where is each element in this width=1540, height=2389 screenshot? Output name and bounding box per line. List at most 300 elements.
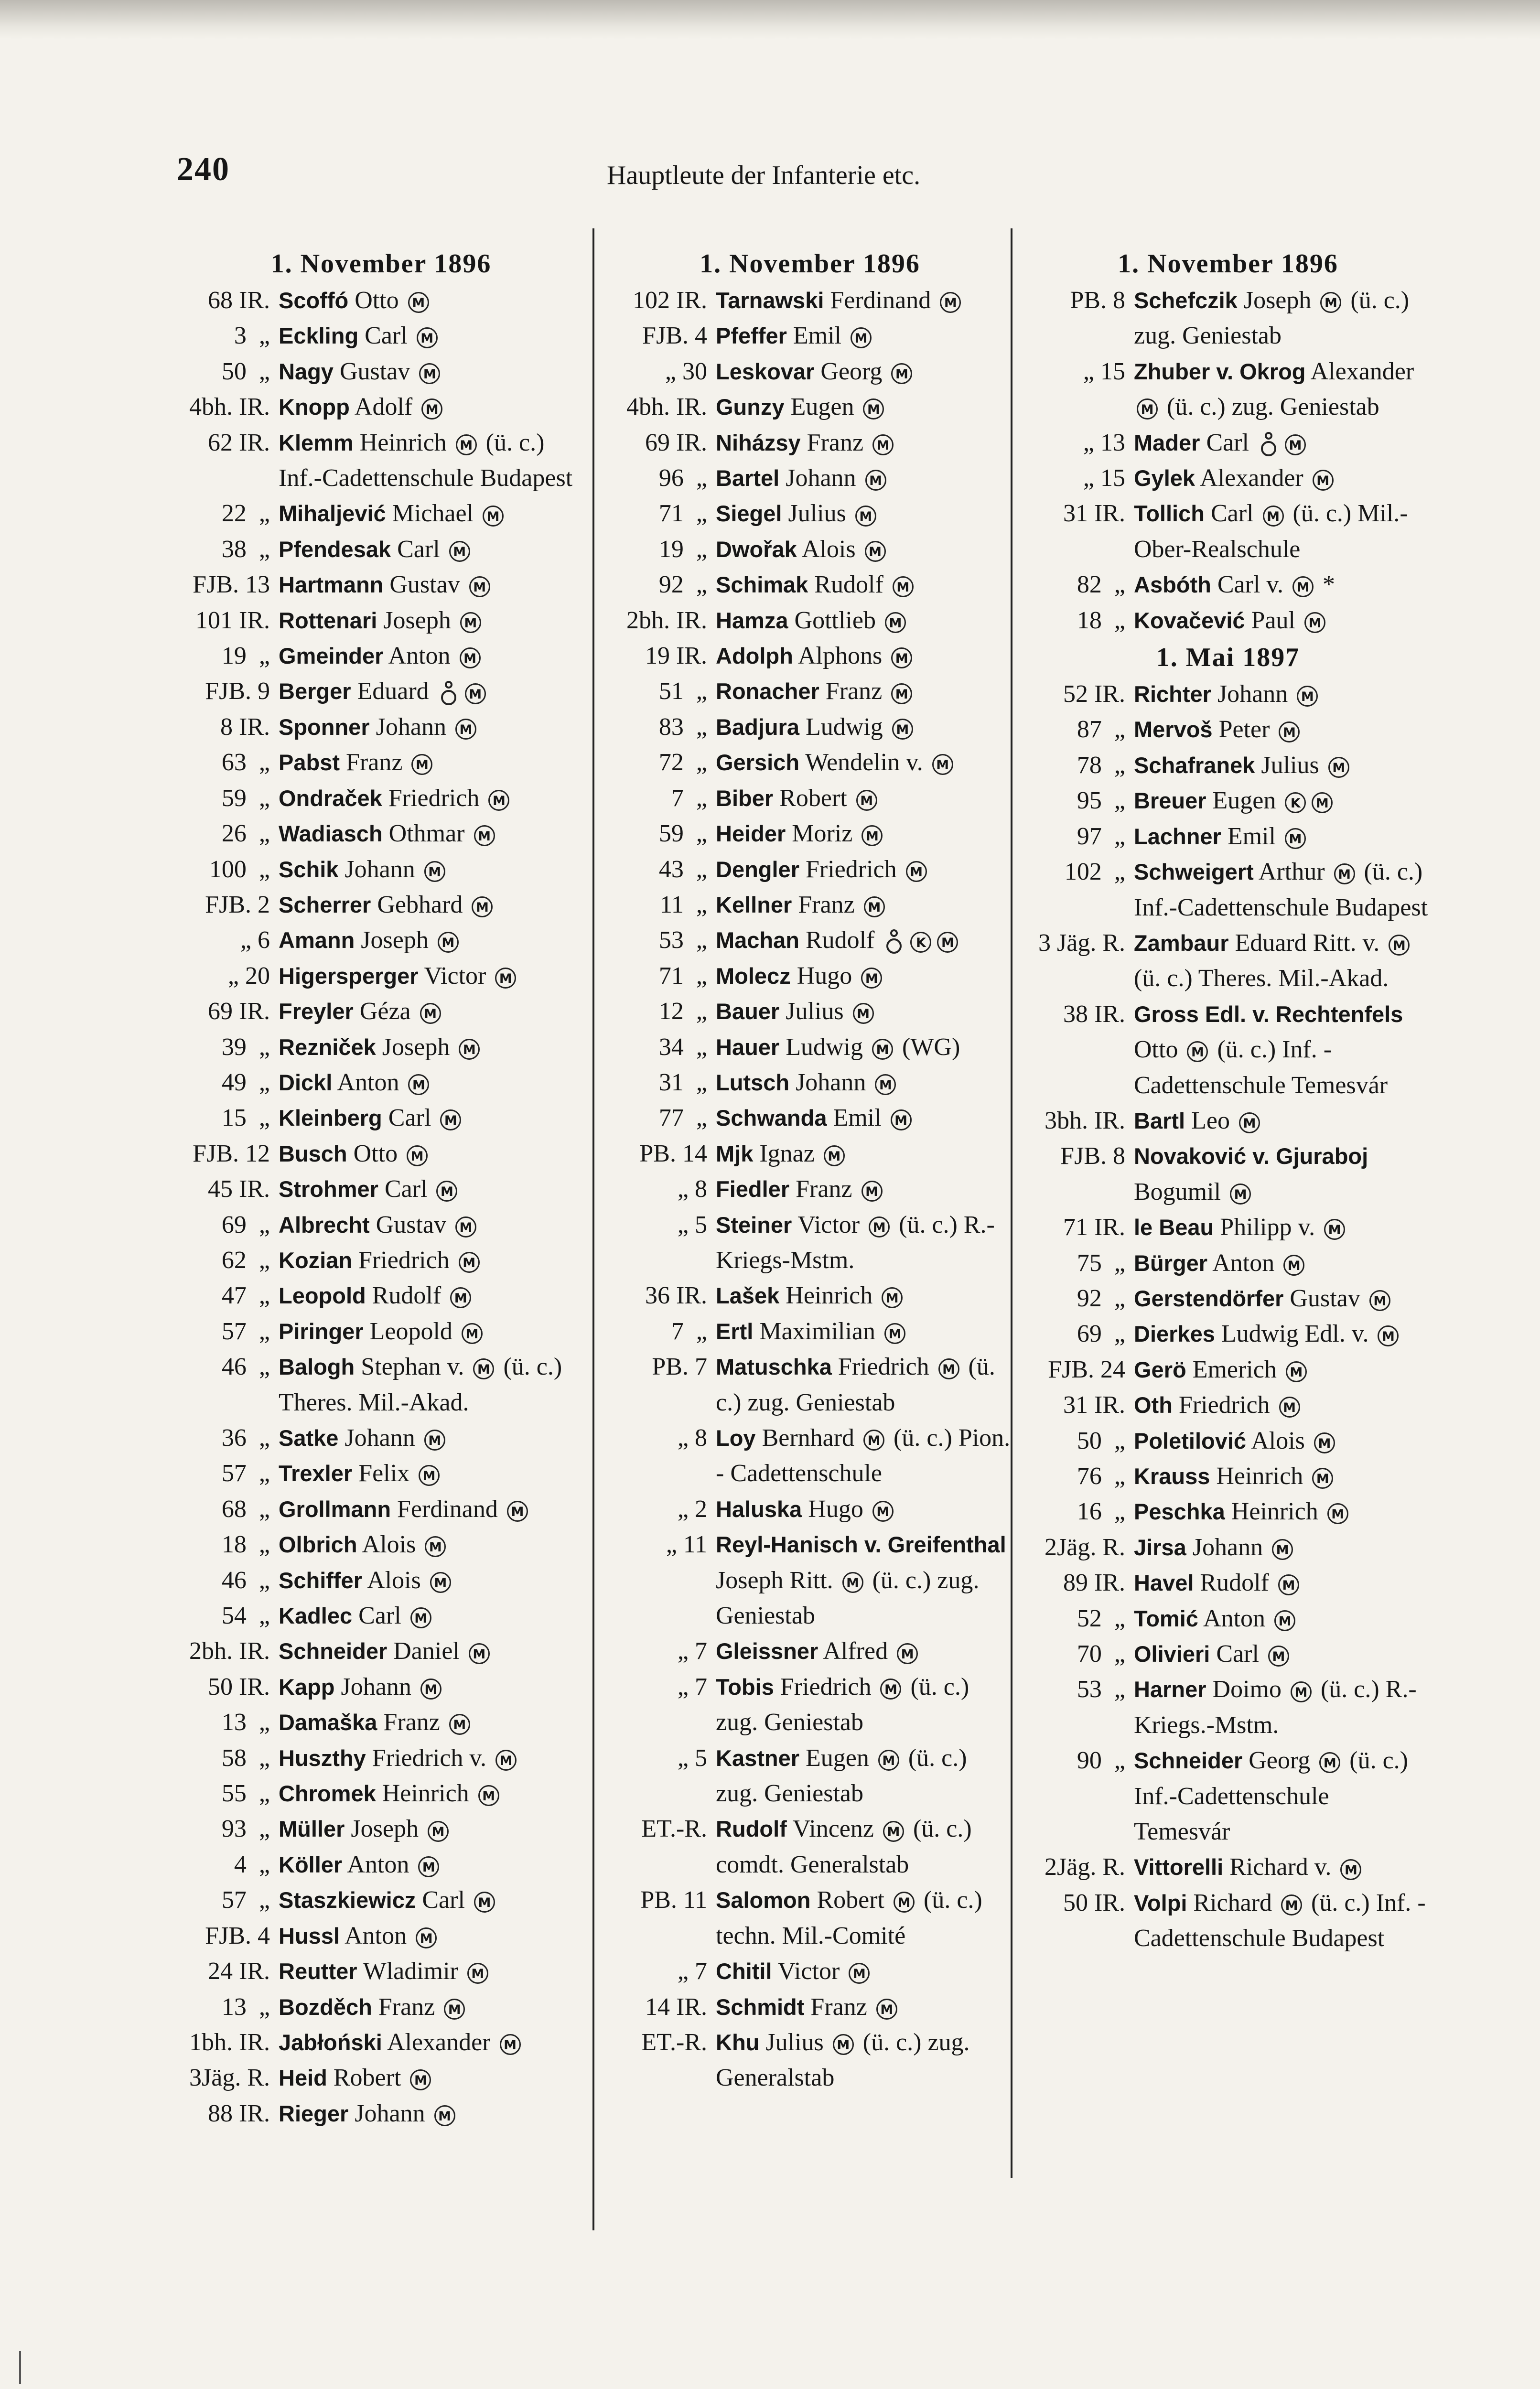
circled-m-icon: M bbox=[1279, 721, 1300, 743]
surname: Ertl bbox=[716, 1318, 754, 1344]
unit-label: 63 „ bbox=[221, 749, 270, 776]
surname: Lachner bbox=[1134, 823, 1221, 849]
officer-entry bbox=[607, 958, 1013, 994]
surname: Niházsy bbox=[716, 430, 801, 455]
entry-text bbox=[279, 496, 592, 531]
officer-entry bbox=[1025, 1885, 1431, 1957]
entry-text bbox=[716, 1207, 1013, 1279]
entry-detail: Carl bbox=[382, 1104, 438, 1132]
entry-detail: Alexander bbox=[1305, 357, 1414, 385]
surname: Kapp bbox=[279, 1674, 335, 1700]
circled-m-icon: M bbox=[1230, 1184, 1251, 1205]
unit-label: 68 IR. bbox=[208, 287, 270, 314]
unit-label: PB. 14 bbox=[639, 1140, 707, 1167]
surname: Salomon bbox=[716, 1887, 811, 1913]
officer-entry bbox=[1025, 677, 1431, 712]
circled-m-icon: M bbox=[407, 1145, 428, 1166]
order-decoration-icon bbox=[439, 680, 458, 707]
circled-m-icon: M bbox=[863, 1430, 884, 1451]
surname: Eckling bbox=[279, 323, 359, 349]
entry-detail: Vincenz bbox=[786, 1815, 880, 1843]
unit-label: 102 IR. bbox=[633, 287, 707, 314]
surname: Biber bbox=[716, 785, 774, 811]
entry-detail: Ludwig bbox=[779, 1033, 869, 1061]
surname: Scherrer bbox=[279, 892, 371, 917]
entry-detail: Carl bbox=[1210, 1640, 1265, 1668]
unit-label: 4 „ bbox=[234, 1851, 270, 1878]
unit-label: 55 „ bbox=[221, 1780, 270, 1808]
unit-label: 7 „ bbox=[671, 784, 707, 812]
officer-entry bbox=[1025, 1565, 1431, 1601]
entry-text bbox=[1134, 1423, 1431, 1459]
circled-m-icon: M bbox=[884, 1323, 905, 1344]
surname: Huszthy bbox=[279, 1745, 366, 1771]
circled-m-icon: M bbox=[891, 1109, 912, 1130]
entry-text bbox=[1134, 1494, 1431, 1529]
officer-entry bbox=[607, 389, 1013, 425]
entry-text bbox=[279, 638, 592, 674]
officer-entry bbox=[170, 1669, 592, 1705]
entry-text bbox=[279, 389, 592, 425]
officer-entry bbox=[170, 2025, 592, 2060]
unit-label: 69 „ bbox=[221, 1211, 270, 1238]
entry-text bbox=[716, 318, 1013, 354]
entry-detail: Heinrich bbox=[779, 1282, 879, 1310]
unit-label: 19 „ bbox=[658, 535, 707, 563]
unit-label: 7 „ bbox=[671, 1317, 707, 1345]
entry-detail: Eugen bbox=[799, 1744, 875, 1772]
entry-text bbox=[716, 1349, 1013, 1420]
officer-entry bbox=[607, 887, 1013, 923]
entry-detail: Carl bbox=[1200, 429, 1255, 456]
entry-detail: Friedrich bbox=[774, 1673, 878, 1700]
entry-text bbox=[716, 1172, 1013, 1207]
officer-entry bbox=[1025, 1459, 1431, 1494]
circled-m-icon: M bbox=[853, 1003, 874, 1024]
entry-detail: Carl v. bbox=[1211, 571, 1290, 599]
unit-label: 89 IR. bbox=[1063, 1569, 1125, 1597]
officer-entry bbox=[607, 1278, 1013, 1313]
entry-detail: Julius bbox=[759, 2028, 830, 2056]
entry-detail: (ü. c.) Inf. - Cadettenschule Budapest bbox=[1134, 1889, 1426, 1952]
entry-text bbox=[279, 2096, 592, 2131]
officer-entry bbox=[1025, 1530, 1431, 1565]
unit-label: „ 30 bbox=[665, 357, 707, 385]
entry-detail: Ludwig Edl. v. bbox=[1215, 1320, 1375, 1348]
unit-label: 24 IR. bbox=[208, 1958, 270, 1985]
circled-m-icon: M bbox=[1291, 1681, 1312, 1702]
unit-label: 3bh. IR. bbox=[1045, 1107, 1125, 1134]
surname: Mihaljević bbox=[279, 501, 386, 527]
unit-label: „ 13 bbox=[1083, 429, 1125, 456]
entry-text bbox=[279, 1883, 592, 1918]
entry-detail: Alois bbox=[357, 1531, 422, 1559]
unit-label: 52 „ bbox=[1077, 1604, 1125, 1632]
entry-text bbox=[279, 1990, 592, 2025]
officer-entry bbox=[1025, 1139, 1431, 1210]
circled-m-icon: M bbox=[1281, 1894, 1302, 1916]
surname: Hauer bbox=[716, 1034, 780, 1060]
unit-label: 49 „ bbox=[221, 1068, 270, 1096]
surname: Nagy bbox=[279, 358, 334, 384]
surname: Freyler bbox=[279, 999, 354, 1024]
officer-entry bbox=[170, 354, 592, 389]
officer-entry bbox=[170, 2060, 592, 2096]
officer-entry bbox=[607, 1420, 1013, 1492]
entry-detail: Michael bbox=[386, 500, 480, 527]
entry-detail: Eduard Ritt. v. bbox=[1228, 929, 1386, 957]
entry-detail: Friedrich bbox=[831, 1353, 936, 1381]
entry-detail: (ü. c.) zug. Geniestab bbox=[716, 1353, 995, 1416]
circled-k-icon: K bbox=[1285, 792, 1306, 813]
officer-entry bbox=[1025, 1103, 1431, 1139]
entry-detail: Moriz bbox=[786, 820, 859, 848]
entry-detail: (ü. c.) zug. Generalstab bbox=[716, 2028, 970, 2092]
circled-m-icon: M bbox=[892, 719, 913, 740]
unit-label: 34 „ bbox=[658, 1033, 707, 1061]
unit-label: 53 „ bbox=[658, 926, 707, 954]
entry-detail: Gustav bbox=[369, 1211, 452, 1238]
officer-entry bbox=[607, 1349, 1013, 1420]
unit-label: „ 2 bbox=[677, 1495, 707, 1523]
circled-m-icon: M bbox=[1239, 1112, 1260, 1133]
surname: Gleissner bbox=[716, 1638, 818, 1664]
officer-entry bbox=[607, 567, 1013, 603]
unit-label: 101 IR. bbox=[195, 606, 270, 634]
officer-entry bbox=[170, 603, 592, 638]
circled-m-icon: M bbox=[1286, 1361, 1307, 1382]
officer-entry bbox=[1025, 712, 1431, 747]
entry-text bbox=[1134, 1210, 1431, 1245]
unit-label: PB. 7 bbox=[652, 1353, 707, 1381]
entry-detail: (ü. c.) zug. Geniestab bbox=[1134, 287, 1410, 350]
entry-text bbox=[716, 1100, 1013, 1136]
officer-entry bbox=[607, 1492, 1013, 1527]
entry-detail: Gustav bbox=[333, 357, 417, 385]
entry-text bbox=[279, 1030, 592, 1065]
entry-text bbox=[1134, 1139, 1431, 1210]
entry-text bbox=[279, 1847, 592, 1883]
entry-text bbox=[279, 887, 592, 923]
column-2 bbox=[607, 245, 1013, 2096]
unit-label: 59 „ bbox=[658, 820, 707, 848]
officer-entry bbox=[170, 1527, 592, 1562]
unit-label: 52 IR. bbox=[1063, 680, 1125, 708]
surname: Rezniček bbox=[279, 1034, 376, 1060]
entry-text bbox=[279, 1172, 592, 1207]
entry-text bbox=[716, 496, 1013, 531]
circled-m-icon: M bbox=[1297, 686, 1318, 707]
entry-text bbox=[1134, 677, 1431, 712]
entry-detail: Gustav bbox=[1283, 1284, 1367, 1312]
officer-entry bbox=[170, 1136, 592, 1172]
entry-text bbox=[716, 1741, 1013, 1812]
entry-text bbox=[279, 745, 592, 780]
officer-entry bbox=[1025, 1316, 1431, 1352]
entry-text bbox=[716, 1420, 1013, 1492]
circled-m-icon: M bbox=[894, 1892, 915, 1913]
surname: Khu bbox=[716, 2029, 760, 2055]
entry-text bbox=[279, 1811, 592, 1847]
entry-text bbox=[716, 887, 1013, 923]
surname: Kellner bbox=[716, 892, 792, 917]
surname: Reyl-Hanisch v. Greifenthal bbox=[716, 1532, 1006, 1558]
officer-entry bbox=[170, 283, 592, 318]
entry-text bbox=[716, 1030, 1013, 1065]
circled-m-icon: M bbox=[472, 896, 493, 917]
entry-detail: Franz bbox=[789, 1175, 859, 1203]
surname: Bauer bbox=[716, 999, 780, 1024]
officer-entry bbox=[607, 781, 1013, 816]
circled-m-icon: M bbox=[938, 1358, 959, 1379]
officer-entry bbox=[607, 852, 1013, 887]
circled-m-icon: M bbox=[495, 1750, 517, 1771]
unit-label: „ 7 bbox=[677, 1673, 707, 1700]
surname: Sponner bbox=[279, 714, 370, 740]
unit-label: 53 „ bbox=[1077, 1676, 1125, 1703]
entry-text bbox=[279, 425, 592, 496]
entry-text bbox=[279, 852, 592, 887]
circled-m-icon: M bbox=[1340, 1859, 1361, 1880]
circled-m-icon: M bbox=[424, 861, 445, 882]
surname: Havel bbox=[1134, 1570, 1194, 1596]
surname: Jabłoński bbox=[279, 2029, 382, 2055]
surname: Chitil bbox=[716, 1959, 772, 1984]
entry-detail: Johann bbox=[779, 464, 862, 492]
officer-entry bbox=[170, 532, 592, 567]
circled-m-icon: M bbox=[1187, 1041, 1208, 1062]
entry-detail: Georg bbox=[1242, 1747, 1317, 1775]
unit-label: 26 „ bbox=[221, 820, 270, 848]
entry-text bbox=[279, 1741, 592, 1776]
entry-text bbox=[279, 1420, 592, 1456]
unit-label: 11 „ bbox=[659, 891, 707, 918]
circled-m-icon: M bbox=[876, 1999, 897, 2020]
circled-m-icon: M bbox=[864, 896, 885, 917]
entry-detail: (ü. c.) Mil.-Ober-Realschule bbox=[1134, 500, 1408, 563]
entry-detail: Philipp v. bbox=[1214, 1214, 1322, 1241]
entry-detail: Othmar bbox=[382, 820, 471, 848]
unit-label: 50 „ bbox=[1077, 1427, 1125, 1454]
officer-entry bbox=[170, 389, 592, 425]
circled-m-icon: M bbox=[849, 1963, 870, 1984]
circled-m-icon: M bbox=[1272, 1539, 1293, 1560]
circled-m-icon: M bbox=[438, 932, 459, 953]
surname: Novaković v. Gjuraboj bbox=[1134, 1143, 1368, 1169]
surname: Wadiasch bbox=[279, 821, 383, 847]
circled-m-icon: M bbox=[408, 1074, 429, 1095]
surname: Zambaur bbox=[1134, 930, 1229, 956]
officer-entry bbox=[170, 1207, 592, 1243]
entry-detail: Rudolf bbox=[1194, 1569, 1275, 1597]
unit-label: FJB. 4 bbox=[205, 1922, 270, 1949]
entry-detail: Gebhard bbox=[371, 891, 469, 918]
circled-m-icon: M bbox=[425, 1536, 446, 1557]
surname: Fiedler bbox=[716, 1176, 790, 1202]
surname: Dickl bbox=[279, 1069, 333, 1095]
surname: Leskovar bbox=[716, 358, 815, 384]
circled-m-icon: M bbox=[891, 363, 912, 384]
circled-m-icon: M bbox=[430, 1572, 451, 1593]
officer-entry bbox=[1025, 1850, 1431, 1885]
unit-label: 62 „ bbox=[221, 1246, 270, 1274]
unit-label: 72 „ bbox=[658, 749, 707, 776]
entry-detail: * bbox=[1316, 571, 1335, 599]
officer-entry bbox=[607, 1883, 1013, 1954]
circled-m-icon: M bbox=[444, 1999, 465, 2020]
entry-detail: Robert bbox=[773, 784, 853, 812]
entry-detail: Wendelin v. bbox=[799, 749, 929, 776]
surname: Heid bbox=[279, 2065, 327, 2091]
unit-label: 38 „ bbox=[221, 535, 270, 563]
officer-entry bbox=[1025, 603, 1431, 638]
entry-detail: Johann bbox=[1211, 680, 1294, 708]
entry-text bbox=[279, 2025, 592, 2060]
circled-m-icon: M bbox=[420, 1003, 441, 1024]
surname: Bartl bbox=[1134, 1108, 1185, 1133]
entry-detail: Victor bbox=[792, 1211, 866, 1238]
officer-entry bbox=[170, 1314, 592, 1349]
entry-text bbox=[716, 603, 1013, 638]
entry-detail: Joseph bbox=[345, 1815, 425, 1843]
circled-m-icon: M bbox=[1285, 828, 1306, 849]
entry-detail: (ü. c.) Inf.-Cadettenschule Temesvár bbox=[1134, 1747, 1408, 1846]
officer-entry bbox=[607, 1527, 1013, 1634]
circled-m-icon: M bbox=[469, 1643, 490, 1664]
entry-text bbox=[279, 1136, 592, 1172]
entry-text bbox=[1134, 283, 1431, 354]
circled-m-icon: M bbox=[1378, 1325, 1399, 1346]
circled-m-icon: M bbox=[419, 1465, 440, 1486]
unit-label: 43 „ bbox=[658, 855, 707, 883]
entry-text bbox=[1134, 1246, 1431, 1281]
unit-label: 39 „ bbox=[221, 1033, 270, 1061]
surname: Higersperger bbox=[279, 963, 419, 989]
surname: Busch bbox=[279, 1141, 347, 1166]
officer-entry bbox=[607, 532, 1013, 567]
unit-label: 102 „ bbox=[1064, 858, 1125, 886]
entry-detail: Hugo bbox=[802, 1495, 870, 1523]
circled-m-icon: M bbox=[1263, 506, 1284, 527]
entry-detail: Richard bbox=[1187, 1889, 1279, 1916]
officer-entry bbox=[170, 1883, 592, 1918]
entry-text bbox=[716, 532, 1013, 567]
surname: Tollich bbox=[1134, 501, 1205, 527]
entry-text bbox=[279, 1207, 592, 1243]
circled-m-icon: M bbox=[428, 1821, 449, 1842]
circled-m-icon: M bbox=[1292, 576, 1314, 597]
entry-detail: Victor bbox=[772, 1958, 846, 1985]
unit-label: „ 6 bbox=[240, 926, 270, 954]
circled-m-icon: M bbox=[891, 683, 912, 704]
circled-m-icon: M bbox=[507, 1501, 528, 1522]
surname: Harner bbox=[1134, 1677, 1206, 1702]
officer-entry bbox=[170, 638, 592, 674]
order-decoration-icon bbox=[884, 929, 904, 956]
circled-m-icon: M bbox=[842, 1572, 863, 1593]
entry-detail: Emil bbox=[1221, 822, 1282, 850]
entry-text bbox=[716, 710, 1013, 745]
entry-detail: (ü. c.) zug. Geniestab bbox=[716, 1566, 980, 1630]
circled-m-icon: M bbox=[465, 683, 486, 704]
entry-detail: Richard v. bbox=[1223, 1853, 1338, 1881]
surname: Schweigert bbox=[1134, 859, 1254, 885]
officer-entry bbox=[170, 567, 592, 603]
unit-label: 57 „ bbox=[221, 1886, 270, 1914]
surname: Müller bbox=[279, 1816, 345, 1842]
entry-text bbox=[716, 354, 1013, 389]
circled-m-icon: M bbox=[460, 647, 481, 668]
circled-m-icon: M bbox=[410, 1607, 431, 1628]
entry-detail: Rudolf bbox=[808, 571, 890, 599]
officer-entry bbox=[607, 638, 1013, 674]
circled-m-icon: M bbox=[1279, 1397, 1300, 1418]
entry-text bbox=[279, 1492, 592, 1527]
entry-detail: Otto bbox=[347, 1140, 404, 1167]
entry-text bbox=[279, 1918, 592, 1954]
entry-detail: Joseph Ritt. bbox=[716, 1566, 840, 1594]
unit-label: 70 „ bbox=[1077, 1640, 1125, 1668]
entry-detail: Julius bbox=[779, 998, 850, 1025]
entry-text bbox=[279, 1527, 592, 1562]
entry-detail: Hugo bbox=[790, 962, 859, 990]
unit-label: 4bh. IR. bbox=[626, 393, 707, 421]
circled-m-icon: M bbox=[869, 1216, 890, 1238]
officer-entry bbox=[607, 1100, 1013, 1136]
circled-m-icon: M bbox=[1319, 1752, 1340, 1773]
entry-detail: (ü. c.) comdt. Generalstab bbox=[716, 1815, 972, 1878]
entry-text bbox=[279, 1954, 592, 1989]
surname: Pfeffer bbox=[716, 323, 787, 349]
unit-label: 13 „ bbox=[221, 1709, 270, 1736]
unit-label: 88 IR. bbox=[208, 2099, 270, 2127]
circled-m-icon: M bbox=[418, 1856, 439, 1877]
circled-m-icon: M bbox=[878, 1750, 899, 1771]
unit-label: 31 „ bbox=[658, 1068, 707, 1096]
surname: Lutsch bbox=[716, 1069, 790, 1095]
unit-label: 36 IR. bbox=[645, 1282, 707, 1310]
entry-detail: Rudolf bbox=[366, 1282, 448, 1310]
circled-m-icon: M bbox=[1389, 935, 1410, 956]
entry-text bbox=[1134, 1601, 1431, 1636]
officer-entry bbox=[607, 1990, 1013, 2025]
unit-label: 69 IR. bbox=[645, 429, 707, 456]
entry-detail: Robert bbox=[810, 1886, 891, 1914]
entry-text bbox=[279, 1705, 592, 1740]
unit-label: 18 „ bbox=[221, 1531, 270, 1559]
officer-entry bbox=[1025, 1601, 1431, 1636]
officer-entry bbox=[607, 745, 1013, 780]
circled-m-icon: M bbox=[483, 506, 504, 527]
officer-entry bbox=[1025, 748, 1431, 783]
officer-entry bbox=[607, 1741, 1013, 1812]
unit-label: 97 „ bbox=[1077, 822, 1125, 850]
circled-m-icon: M bbox=[1312, 792, 1333, 813]
surname: Scoffó bbox=[279, 288, 349, 313]
unit-label: 19 „ bbox=[221, 642, 270, 670]
unit-label: 57 „ bbox=[221, 1460, 270, 1487]
unit-label: „ 8 bbox=[677, 1424, 707, 1452]
surname: Schefczik bbox=[1134, 288, 1238, 313]
entry-text bbox=[716, 1278, 1013, 1313]
officer-entry bbox=[607, 1065, 1013, 1100]
unit-label: 76 „ bbox=[1077, 1463, 1125, 1490]
entry-detail: Franz bbox=[800, 429, 870, 456]
circled-m-icon: M bbox=[932, 754, 953, 775]
officer-entry bbox=[170, 425, 592, 496]
officer-entry bbox=[607, 1136, 1013, 1172]
unit-label: 31 IR. bbox=[1063, 1391, 1125, 1419]
